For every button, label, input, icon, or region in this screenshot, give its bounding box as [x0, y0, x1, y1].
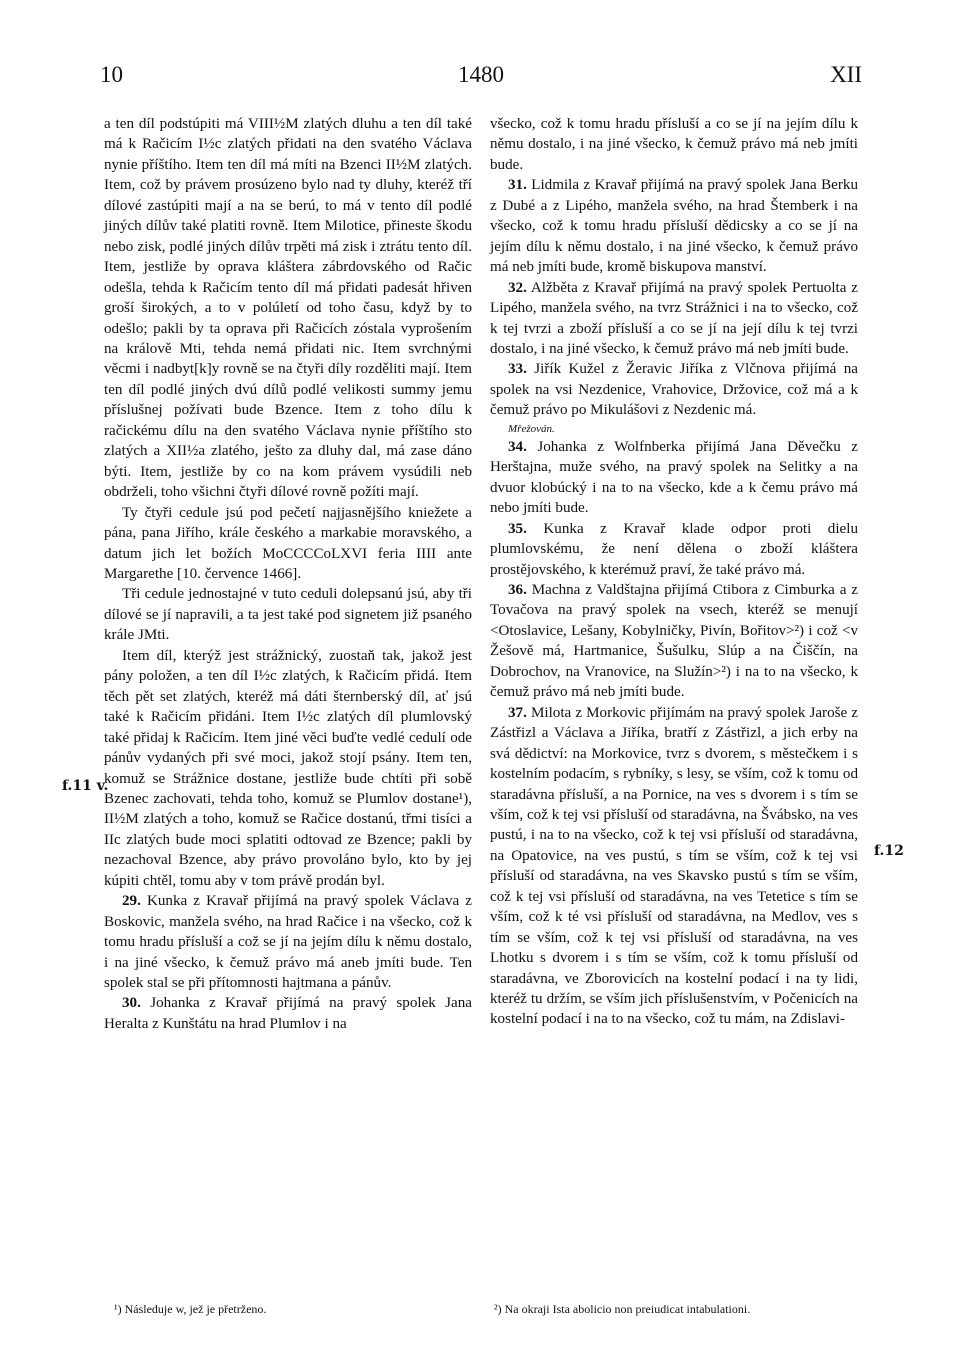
paragraph-text: Alžběta z Kravař přijímá na pravý spolek Pertuolta z Lipého, manžela svého, na tvrz Strážnici i na to všecko, což k tej tvrzi a zboží přísluší a co se jí na její dílu k tej tvrzi dostalo, i na jiné všecko, k čemuž právo má neb jmíti bude. — [490, 279, 858, 357]
paragraph-text: Ty čtyři cedule jsú pod pečetí najjasnějšího kniežete a pána, pana Jiřího, krále českého a markabie moravského, a datum jich let božích MoCCCCoLXVI feria IIII ante Margarethe [10. července 1466]. — [104, 504, 472, 582]
paragraph — [104, 993, 472, 1034]
entry-number: 31. — [508, 177, 527, 194]
paragraph — [490, 519, 858, 580]
paragraph-text: Mřežován. — [508, 422, 555, 435]
year-heading: 1480 — [458, 62, 504, 87]
paragraph — [490, 437, 858, 519]
right-column — [490, 114, 858, 1030]
folio-left: f.11 v. — [62, 778, 109, 794]
paragraph-text: Kunka z Kravař klade odpor proti dielu plumlovskému, že není dělena o zboží kláštera prostějovského, k kterémuž praví, že také právo má. — [490, 520, 858, 578]
footnote-left: ¹) Následuje w, jež je přetrženo. — [114, 1302, 267, 1316]
page-header — [100, 62, 862, 92]
paragraph-text: všecko, což k tomu hradu přísluší a co se jí na jejím dílu k němu dostalo, i na jiné všecko, k čemuž právo má neb jmíti bude. — [490, 116, 858, 173]
entry-number: 30. — [122, 995, 141, 1012]
entry-number: 37. — [508, 704, 527, 721]
paragraph-text: Lidmila z Kravař přijímá na pravý spolek Jana Berku z Dubé a z Lipého, manžela svého, na hrad Štemberk i na všecko, což k tomu hradu přísluší dědicsky a co se jí na jejím dílu k němu dostalo, i na jiné všecko, k čemuž právo má neb jmíti bude, kromě biskupova manství. — [490, 177, 858, 276]
paragraph — [490, 175, 858, 277]
paragraph — [490, 580, 858, 703]
page-number: 10 — [100, 62, 123, 87]
paragraph — [104, 114, 472, 503]
paragraph — [490, 114, 858, 175]
paragraph — [104, 503, 472, 585]
entry-number: 33. — [508, 361, 527, 378]
entry-number: 32. — [508, 279, 527, 296]
paragraph — [104, 584, 472, 645]
footnote-right: ²) Na okraji Ista abolicio non preiudicat intabulationi. — [494, 1302, 751, 1316]
paragraph — [490, 421, 858, 437]
paragraph-text: Tři cedule jednostajné v tuto ceduli dolepsanú jsú, aby tři dílové se jí napravili, a ta jest také pod signetem již psaného krále JMti. — [104, 586, 472, 644]
entry-number: 34. — [508, 438, 527, 455]
volume-number: XII — [830, 62, 862, 87]
paragraph-text: Johanka z Kravař přijímá na pravý spolek Jana Heralta z Kunštátu na hrad Plumlov i na — [104, 995, 472, 1032]
paragraph — [104, 646, 472, 891]
paragraph — [490, 703, 858, 1030]
paragraph-text: Kunka z Kravař přijímá na pravý spolek Václava z Boskovic, manžela svého, na hrad Račice i na všecko, což k tomu hradu přísluší a což se jí na jejím dílu k němu dostalo, i na jiné všecko, k čemuž právo má aneb jmíti bude. Ten spolek stal se při přítomnosti hajtmana a pánův. — [104, 893, 472, 992]
left-column — [104, 114, 472, 1034]
paragraph — [490, 359, 858, 420]
paragraph-text: Item díl, kterýž jest strážnický, zuostaň tak, jakož jest pány položen, a ten díl I½c zlatých, k Račicím přidá. Item těch pět set zlatých, kteréž má dáti šternberský díl, ať jsú také k Račicím přidáni. Item I½c zlatých díl plumlovský také přidaj k Račicím. Item jiné věci buďte vedlé cedulí ode pánův vydaných při své moci, jakož stojí psány. Item ten, komuž se Strážnice dostane, jestliže bude chtíti při sobě Bzenec zachovati, tehda toho, komuž se Plumlov dostane¹), II½M zlatých a toho, komuž se Račice dostanú, třmi tisíci a IIc zlatých bude moci splatiti odtovad ze Bzence; pakli by nezachoval Bzence, aby právo provoláno bylo, kto by jej kúpiti chtěl, tomu aby v tom právě prodán byl. — [104, 647, 472, 889]
paragraph-text: Milota z Morkovic přijímám na pravý spolek Jaroše z Zástřizl a Václava a Jiříka, bratří z Zástřizl, a jich erby na svá dědictví: na Morkovice, tvrz s dvorem, s městečkem i s kostelním podacím, s rybníky, s lesy, se vším, což k tomu od staradávna přísluší, a na Pornice, na ves s dvorem i s tím se vším, což k tej vsi přísluší od staradávna, na Švábsko, na ves pustú, i na to na všecko, což k tej vsi přísluší od staradávna, na Opatovice, na ves pustú, s tím se vším, což k tej vsi přísluší od staradávna, na ves Skavsko pustú s tím se vším, což k tej vsi přísluší od staradávna, na ves Tetetice s tím se vším, což k té vsi přísluší od staradávna, na Medlov, ves s tím se vším, což k tej vsi přísluší od staradávna, na ves Lhotku s dvorem i s tím se vším, což k tomu přísluší od staradávna, ve Zborovicích na kostelní podací i na ty lidi, kteréž tu držím, se vším jich příslušenstvím, v Počenicích na kostelní podací i na to na všecko, což tu mám, na Zdislavi- — [490, 704, 859, 1028]
paragraph-text: Johanka z Wolfnberka přijímá Jana Děvečku z Herštajna, muže svého, na pravý spolek na Selitky a na dvuor klobúcký i na to na všecko, kde a k čemu právo má nebo jmíti bude. — [490, 438, 858, 517]
folio-right: f.12 — [874, 843, 904, 859]
paragraph-text: Machna z Valdštajna přijímá Ctibora z Cimburka a z Tovačova na pravý spolek na vsech, kteréž se menují <Otoslavice, Lešany, Kobylničky, Pivín, Bořitov>²) i což <v Žešově má, Hartmanice, Šušulku, Slúp a na Čiščín, na Dobrochov, na Vranovice, na Služín>²) i na to na všecko, k čemuž právo má neb jmíti bude. — [490, 581, 858, 701]
entry-number: 36. — [508, 581, 527, 598]
paragraph-text: a ten díl podstúpiti má VIII½M zlatých dluhu a ten díl také má k Račicím I½c zlatých přidati na den svatého Václava nynie příštího. Item ten díl má míti na Bzenci II½M zlatých. Item, což by právem prosúzeno bylo nad ty dluhy, kteréž tří dílové zastúpiti mají a na se berú, to má v tento díl podlé jiných dílův také platiti rovně. Item Milotice, přineste škodu nebo zisk, podlé jiných dílův trpěti má zisk i ztrátu tento díl. Item, jestliže by oprava kláštera zábrdovského od Račic odešla, tehda k Račicím tento díl má přidati padesát hřiven groší širokých, a to v polúletí od toho času, když by to odešlo; pakli by ta oprava při Račicích zóstala vyprošením na králově Mti, tehda nemá přidati nic. Item svrchnými věcmi i nadbyt[k]y rovně se na čtyři díly rozděliti mají. Item ten díl podlé jiných dvú dílů podlé velikosti summy jemu příslušnej požívati bude Bzence. Item z toho dílu k račickému dílu na den svatého Václava nynie příštího sto zlatých a XII½a zlatého, ješto za dluhy dal, má zase dáno býti. Item, jestliže by co na kom právem vysúdili neb obdrželi, toho všichni čtyři dílové rovně požíti mají. — [104, 116, 472, 501]
entry-number: 29. — [122, 893, 141, 910]
entry-number: 35. — [508, 520, 527, 537]
paragraph — [104, 891, 472, 993]
paragraph — [490, 278, 858, 360]
paragraph-text: Jiřík Kužel z Žeravic Jiříka z Vlčnova přijímá na spolek na vsi Nezdenice, Vrahovice, Držovice, což má a k čemuž právo po Mikulášovi z Nezdenic má. — [490, 361, 859, 419]
